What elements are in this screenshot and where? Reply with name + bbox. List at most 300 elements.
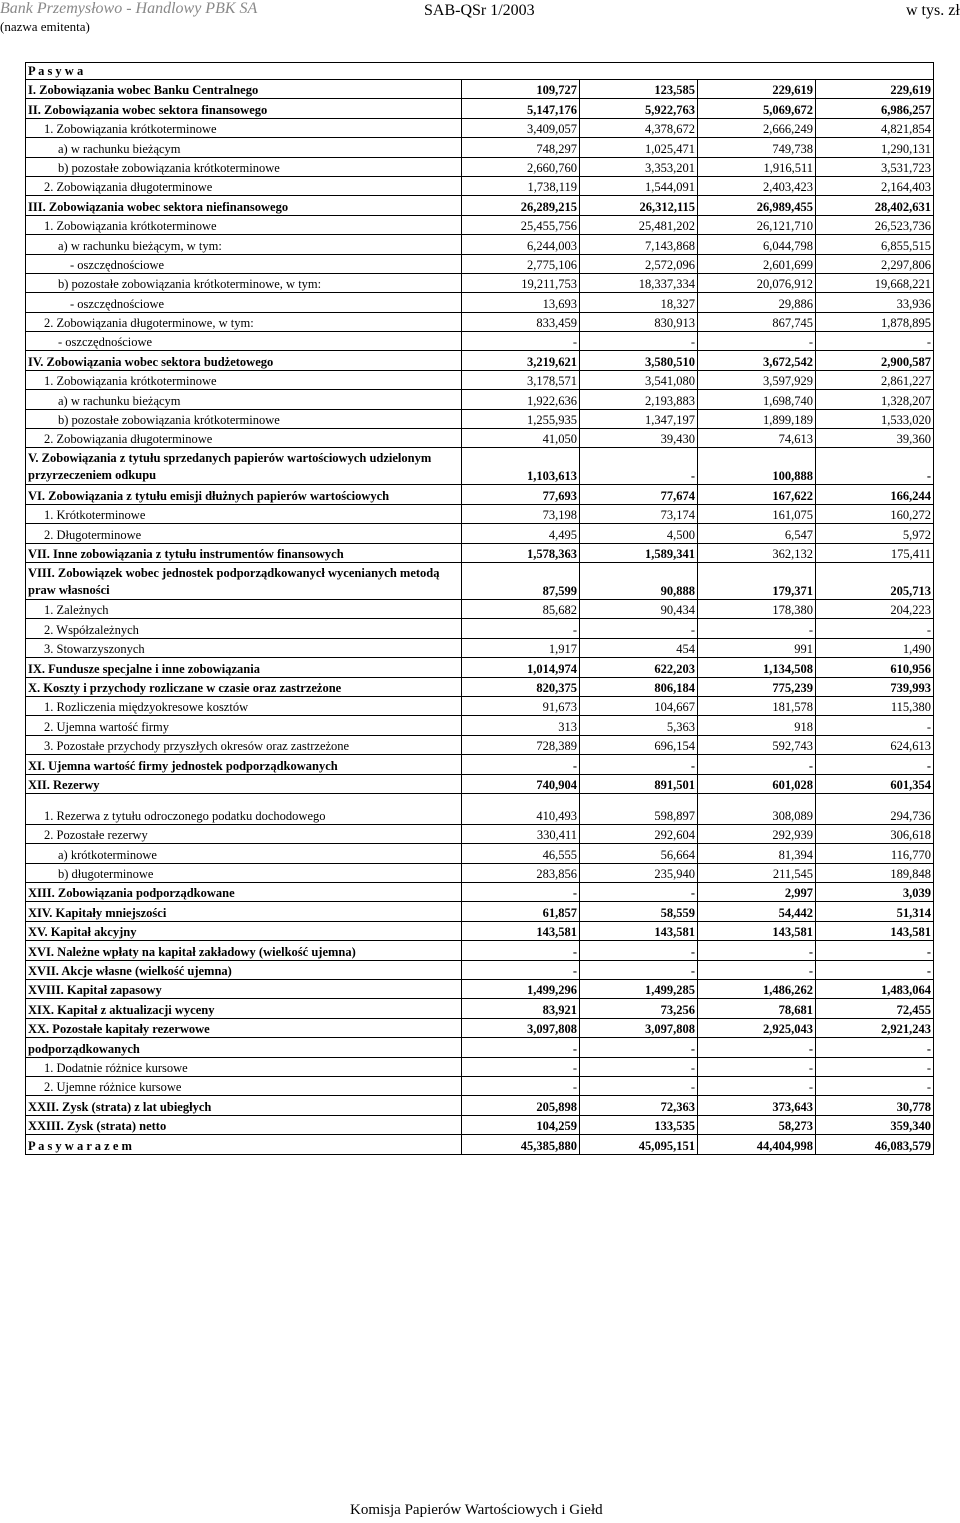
value-cell: 313: [462, 716, 580, 735]
value-cell: -: [816, 448, 934, 485]
row-label: 2. Długoterminowe: [26, 524, 462, 543]
value-cell: 4,495: [462, 524, 580, 543]
value-cell: -: [462, 883, 580, 902]
value-cell: 622,203: [580, 658, 698, 677]
value-cell: 175,411: [816, 543, 934, 562]
value-cell: 3,353,201: [580, 157, 698, 176]
value-cell: 1,589,341: [580, 543, 698, 562]
value-cell: 1,499,296: [462, 980, 580, 999]
row-label: XVII. Akcje własne (wielkość ujemna): [26, 960, 462, 979]
row-label: XII. Rezerwy: [26, 774, 462, 793]
row-label: 1. Dodatnie różnice kursowe: [26, 1057, 462, 1076]
value-cell: 166,244: [816, 485, 934, 504]
value-cell: 1,533,020: [816, 409, 934, 428]
value-cell: 39,360: [816, 429, 934, 448]
table-row: [26, 1115, 934, 1134]
row-label: 1. Rozliczenia międzyokresowe kosztów: [26, 696, 462, 715]
value-cell: -: [698, 755, 816, 774]
table-row: [26, 793, 934, 824]
table-row: [26, 196, 934, 215]
row-label: XI. Ujemna wartość firmy jednostek podporządkowanych: [26, 755, 462, 774]
table-row: [26, 409, 934, 428]
table-row: [26, 524, 934, 543]
value-cell: 39,430: [580, 429, 698, 448]
row-label: - oszczędnościowe: [26, 332, 462, 351]
value-cell: 292,604: [580, 824, 698, 843]
table-row: [26, 293, 934, 312]
value-cell: -: [580, 1076, 698, 1095]
value-cell: 5,147,176: [462, 99, 580, 118]
value-cell: 2,666,249: [698, 118, 816, 137]
table-row: [26, 543, 934, 562]
value-cell: 806,184: [580, 677, 698, 696]
table-row: [26, 980, 934, 999]
table-row: [26, 312, 934, 331]
table-row: [26, 658, 934, 677]
value-cell: -: [698, 960, 816, 979]
row-label: V. Zobowiązania z tytułu sprzedanych papierów wartościowych udzielonym przyrzeczeniem odkupu: [26, 448, 462, 485]
value-cell: 306,618: [816, 824, 934, 843]
value-cell: -: [580, 883, 698, 902]
table-row: [26, 351, 934, 370]
row-label: XVIII. Kapitał zapasowy: [26, 980, 462, 999]
value-cell: 229,619: [698, 80, 816, 99]
value-cell: 1,134,508: [698, 658, 816, 677]
row-label: II. Zobowiązania wobec sektora finansowego: [26, 99, 462, 118]
row-label: a) w rachunku bieżącym: [26, 390, 462, 409]
value-cell: 2,601,699: [698, 254, 816, 273]
value-cell: 610,956: [816, 658, 934, 677]
value-cell: 26,989,455: [698, 196, 816, 215]
row-label: b) długoterminowe: [26, 863, 462, 882]
currency-unit: w tys. zł: [906, 2, 960, 19]
value-cell: 116,770: [816, 844, 934, 863]
table-row: [26, 176, 934, 195]
value-cell: 78,681: [698, 999, 816, 1018]
value-cell: 991: [698, 638, 816, 657]
value-cell: -: [580, 1057, 698, 1076]
value-cell: 19,211,753: [462, 273, 580, 292]
row-label: 1. Krótkoterminowe: [26, 504, 462, 523]
value-cell: 749,738: [698, 138, 816, 157]
row-label: XXII. Zysk (strata) z lat ubiegłych: [26, 1096, 462, 1115]
table-row: [26, 390, 934, 409]
page-footer: Komisja Papierów Wartościowych i Giełd: [350, 1502, 603, 1518]
value-cell: -: [816, 1076, 934, 1095]
row-label: 3. Pozostałe przychody przyszłych okresów oraz zastrzeżone: [26, 735, 462, 754]
value-cell: 3,531,723: [816, 157, 934, 176]
row-label: b) pozostałe zobowiązania krótkoterminowe: [26, 157, 462, 176]
value-cell: 179,371: [698, 562, 816, 599]
value-cell: 1,290,131: [816, 138, 934, 157]
value-cell: -: [816, 755, 934, 774]
value-cell: 91,673: [462, 696, 580, 715]
value-cell: 229,619: [816, 80, 934, 99]
value-cell: 696,154: [580, 735, 698, 754]
table-row: [26, 844, 934, 863]
row-label: a) w rachunku bieżącym, w tym:: [26, 235, 462, 254]
table-row: [26, 716, 934, 735]
value-cell: -: [462, 1076, 580, 1095]
value-cell: 2,900,587: [816, 351, 934, 370]
row-label: P a s y w a r a z e m: [26, 1135, 462, 1154]
value-cell: -: [462, 941, 580, 960]
value-cell: 3,597,929: [698, 370, 816, 389]
value-cell: 2,775,106: [462, 254, 580, 273]
value-cell: 115,380: [816, 696, 934, 715]
value-cell: 5,363: [580, 716, 698, 735]
value-cell: 601,028: [698, 774, 816, 793]
value-cell: 26,121,710: [698, 215, 816, 234]
value-cell: 410,493: [462, 793, 580, 824]
value-cell: 1,255,935: [462, 409, 580, 428]
value-cell: 28,402,631: [816, 196, 934, 215]
table-row: [26, 902, 934, 921]
value-cell: 1,878,895: [816, 312, 934, 331]
table-row: [26, 215, 934, 234]
value-cell: 167,622: [698, 485, 816, 504]
row-label: I. Zobowiązania wobec Banku Centralnego: [26, 80, 462, 99]
row-label: XV. Kapitał akcyjny: [26, 921, 462, 940]
value-cell: 6,044,798: [698, 235, 816, 254]
value-cell: 592,743: [698, 735, 816, 754]
value-cell: 81,394: [698, 844, 816, 863]
value-cell: 90,888: [580, 562, 698, 599]
row-label: a) w rachunku bieżącym: [26, 138, 462, 157]
value-cell: -: [698, 332, 816, 351]
value-cell: 867,745: [698, 312, 816, 331]
value-cell: 308,089: [698, 793, 816, 824]
value-cell: -: [816, 1038, 934, 1057]
row-label: podporządkowanych: [26, 1038, 462, 1057]
value-cell: 72,455: [816, 999, 934, 1018]
value-cell: 728,389: [462, 735, 580, 754]
value-cell: 2,861,227: [816, 370, 934, 389]
value-cell: 2,660,760: [462, 157, 580, 176]
value-cell: 283,856: [462, 863, 580, 882]
value-cell: 1,578,363: [462, 543, 580, 562]
value-cell: 4,821,854: [816, 118, 934, 137]
table-row: [26, 921, 934, 940]
value-cell: 740,904: [462, 774, 580, 793]
value-cell: -: [816, 332, 934, 351]
value-cell: 373,643: [698, 1096, 816, 1115]
value-cell: -: [580, 448, 698, 485]
row-label: 2. Ujemne różnice kursowe: [26, 1076, 462, 1095]
value-cell: 7,143,868: [580, 235, 698, 254]
table-row: [26, 735, 934, 754]
value-cell: 77,674: [580, 485, 698, 504]
value-cell: 26,312,115: [580, 196, 698, 215]
value-cell: 100,888: [698, 448, 816, 485]
value-cell: 160,272: [816, 504, 934, 523]
row-label: a) krótkoterminowe: [26, 844, 462, 863]
value-cell: 4,500: [580, 524, 698, 543]
value-cell: -: [580, 332, 698, 351]
table-title: P a s y w a: [26, 63, 462, 80]
value-cell: 1,328,207: [816, 390, 934, 409]
row-label: 1. Rezerwa z tytułu odroczonego podatku dochodowego: [26, 793, 462, 824]
value-cell: 189,848: [816, 863, 934, 882]
report-code: SAB-QSr 1/2003: [424, 2, 535, 19]
value-cell: 33,936: [816, 293, 934, 312]
value-cell: 26,289,215: [462, 196, 580, 215]
value-cell: 2,572,096: [580, 254, 698, 273]
table-row: [26, 941, 934, 960]
value-cell: 359,340: [816, 1115, 934, 1134]
value-cell: 739,993: [816, 677, 934, 696]
value-cell: 178,380: [698, 599, 816, 618]
row-label: 3. Stowarzyszonych: [26, 638, 462, 657]
row-label: 2. Zobowiązania długoterminowe, w tym:: [26, 312, 462, 331]
table-row: [26, 1076, 934, 1095]
value-cell: 58,559: [580, 902, 698, 921]
value-cell: 133,535: [580, 1115, 698, 1134]
value-cell: 87,599: [462, 562, 580, 599]
value-cell: 820,375: [462, 677, 580, 696]
value-cell: 85,682: [462, 599, 580, 618]
value-cell: 5,069,672: [698, 99, 816, 118]
value-cell: -: [816, 960, 934, 979]
value-cell: 833,459: [462, 312, 580, 331]
value-cell: 18,337,334: [580, 273, 698, 292]
table-row: [26, 1057, 934, 1076]
value-cell: 45,095,151: [580, 1135, 698, 1154]
row-label: X. Koszty i przychody rozliczane w czasie oraz zastrzeżone: [26, 677, 462, 696]
value-cell: 830,913: [580, 312, 698, 331]
value-cell: 294,736: [816, 793, 934, 824]
value-cell: 123,585: [580, 80, 698, 99]
table-row: [26, 960, 934, 979]
value-cell: 19,668,221: [816, 273, 934, 292]
value-cell: -: [816, 1057, 934, 1076]
value-cell: 77,693: [462, 485, 580, 504]
value-cell: 204,223: [816, 599, 934, 618]
value-cell: 3,672,542: [698, 351, 816, 370]
value-cell: 4,378,672: [580, 118, 698, 137]
table-row: [26, 999, 934, 1018]
value-cell: 454: [580, 638, 698, 657]
table-row: [26, 254, 934, 273]
value-cell: 25,455,756: [462, 215, 580, 234]
value-cell: -: [698, 1038, 816, 1057]
table-row: [26, 696, 934, 715]
row-label: 2. Zobowiązania długoterminowe: [26, 176, 462, 195]
value-cell: 61,857: [462, 902, 580, 921]
value-cell: 1,922,636: [462, 390, 580, 409]
table-row: [26, 638, 934, 657]
row-label: XVI. Należne wpłaty na kapitał zakładowy (wielkość ujemna): [26, 941, 462, 960]
company-name: Bank Przemysłowo - Handlowy PBK SA: [0, 0, 258, 17]
value-cell: 2,297,806: [816, 254, 934, 273]
value-cell: 3,097,808: [462, 1018, 580, 1037]
value-cell: 1,483,064: [816, 980, 934, 999]
table-row: [26, 370, 934, 389]
row-label: VIII. Zobowiązek wobec jednostek podporządkowanycł wycenianych metodą praw własności: [26, 562, 462, 599]
value-cell: -: [580, 1038, 698, 1057]
value-cell: -: [580, 960, 698, 979]
value-cell: 3,580,510: [580, 351, 698, 370]
value-cell: 1,014,974: [462, 658, 580, 677]
value-cell: 1,916,511: [698, 157, 816, 176]
value-cell: 143,581: [698, 921, 816, 940]
value-cell: 1,490: [816, 638, 934, 657]
value-cell: 13,693: [462, 293, 580, 312]
value-cell: 601,354: [816, 774, 934, 793]
table-row: [26, 138, 934, 157]
row-label: 2. Współzależnych: [26, 619, 462, 638]
value-cell: 3,409,057: [462, 118, 580, 137]
value-cell: 235,940: [580, 863, 698, 882]
row-label: XIV. Kapitały mniejszości: [26, 902, 462, 921]
value-cell: -: [462, 960, 580, 979]
value-cell: -: [462, 332, 580, 351]
value-cell: 748,297: [462, 138, 580, 157]
value-cell: 6,547: [698, 524, 816, 543]
value-cell: -: [698, 619, 816, 638]
value-cell: 45,385,880: [462, 1135, 580, 1154]
table-row: [26, 562, 934, 599]
row-label: b) pozostałe zobowiązania krótkoterminowe: [26, 409, 462, 428]
row-label: VII. Inne zobowiązania z tytułu instrumentów finansowych: [26, 543, 462, 562]
value-cell: 104,667: [580, 696, 698, 715]
row-label: - oszczędnościowe: [26, 293, 462, 312]
row-label: 1. Zobowiązania krótkoterminowe: [26, 118, 462, 137]
table-row: [26, 118, 934, 137]
value-cell: 46,083,579: [816, 1135, 934, 1154]
row-label: - oszczędnościowe: [26, 254, 462, 273]
table-row: [26, 235, 934, 254]
row-label: 2. Ujemna wartość firmy: [26, 716, 462, 735]
value-cell: -: [698, 1076, 816, 1095]
value-cell: 29,886: [698, 293, 816, 312]
value-cell: 2,921,243: [816, 1018, 934, 1037]
row-label: III. Zobowiązania wobec sektora niefinansowego: [26, 196, 462, 215]
value-cell: 41,050: [462, 429, 580, 448]
value-cell: -: [698, 1057, 816, 1076]
value-cell: 54,442: [698, 902, 816, 921]
table-title-row: [26, 63, 934, 80]
table-row: [26, 80, 934, 99]
value-cell: 205,898: [462, 1096, 580, 1115]
table-row: [26, 485, 934, 504]
value-cell: 1,899,189: [698, 409, 816, 428]
value-cell: 109,727: [462, 80, 580, 99]
row-label: 1. Zobowiązania krótkoterminowe: [26, 215, 462, 234]
value-cell: 598,897: [580, 793, 698, 824]
value-cell: 30,778: [816, 1096, 934, 1115]
company-note: (nazwa emitenta): [0, 19, 90, 34]
table-row: [26, 599, 934, 618]
value-cell: -: [462, 619, 580, 638]
value-cell: -: [462, 1038, 580, 1057]
value-cell: 58,273: [698, 1115, 816, 1134]
table-row: [26, 273, 934, 292]
value-cell: 51,314: [816, 902, 934, 921]
value-cell: 6,986,257: [816, 99, 934, 118]
value-cell: 1,544,091: [580, 176, 698, 195]
value-cell: 73,174: [580, 504, 698, 523]
row-label: IV. Zobowiązania wobec sektora budżetowego: [26, 351, 462, 370]
value-cell: 1,347,197: [580, 409, 698, 428]
table-row: [26, 1135, 934, 1154]
table-row: [26, 774, 934, 793]
table-row: [26, 99, 934, 118]
value-cell: 25,481,202: [580, 215, 698, 234]
value-cell: 181,578: [698, 696, 816, 715]
table-row: [26, 824, 934, 843]
value-cell: 1,499,285: [580, 980, 698, 999]
value-cell: 775,239: [698, 677, 816, 696]
value-cell: 73,198: [462, 504, 580, 523]
value-cell: 1,103,613: [462, 448, 580, 485]
value-cell: 6,244,003: [462, 235, 580, 254]
value-cell: -: [462, 1057, 580, 1076]
value-cell: 72,363: [580, 1096, 698, 1115]
liabilities-table: [25, 62, 934, 1155]
value-cell: 161,075: [698, 504, 816, 523]
value-cell: 143,581: [462, 921, 580, 940]
row-label: 1. Zobowiązania krótkoterminowe: [26, 370, 462, 389]
table-row: [26, 448, 934, 485]
table-row: [26, 1018, 934, 1037]
value-cell: 3,541,080: [580, 370, 698, 389]
table-row: [26, 157, 934, 176]
value-cell: 2,193,883: [580, 390, 698, 409]
table-row: [26, 332, 934, 351]
value-cell: 2,164,403: [816, 176, 934, 195]
row-label: VI. Zobowiązania z tytułu emisji dłużnych papierów wartościowych: [26, 485, 462, 504]
value-cell: 362,132: [698, 543, 816, 562]
value-cell: 104,259: [462, 1115, 580, 1134]
value-cell: 74,613: [698, 429, 816, 448]
value-cell: 26,523,736: [816, 215, 934, 234]
row-label: 2. Pozostałe rezerwy: [26, 824, 462, 843]
table-row: [26, 863, 934, 882]
value-cell: 1,486,262: [698, 980, 816, 999]
table-row: [26, 429, 934, 448]
value-cell: -: [462, 755, 580, 774]
value-cell: 143,581: [816, 921, 934, 940]
table-row: [26, 883, 934, 902]
value-cell: 1,025,471: [580, 138, 698, 157]
value-cell: -: [816, 619, 934, 638]
row-label: XIII. Zobowiązania podporządkowane: [26, 883, 462, 902]
row-label: XX. Pozostałe kapitały rezerwowe: [26, 1018, 462, 1037]
value-cell: 5,922,763: [580, 99, 698, 118]
table-row: [26, 1038, 934, 1057]
value-cell: 18,327: [580, 293, 698, 312]
value-cell: 5,972: [816, 524, 934, 543]
table-row: [26, 619, 934, 638]
value-cell: 3,219,621: [462, 351, 580, 370]
row-label: b) pozostałe zobowiązania krótkoterminowe, w tym:: [26, 273, 462, 292]
table-row: [26, 504, 934, 523]
value-cell: 211,545: [698, 863, 816, 882]
value-cell: 330,411: [462, 824, 580, 843]
row-label: IX. Fundusze specjalne i inne zobowiązania: [26, 658, 462, 677]
value-cell: -: [580, 941, 698, 960]
value-cell: 2,403,423: [698, 176, 816, 195]
row-label: 1. Zależnych: [26, 599, 462, 618]
value-cell: -: [816, 941, 934, 960]
value-cell: 1,738,119: [462, 176, 580, 195]
value-cell: 90,434: [580, 599, 698, 618]
value-cell: 73,256: [580, 999, 698, 1018]
row-label: XIX. Kapitał z aktualizacji wyceny: [26, 999, 462, 1018]
value-cell: 2,997: [698, 883, 816, 902]
value-cell: 205,713: [816, 562, 934, 599]
